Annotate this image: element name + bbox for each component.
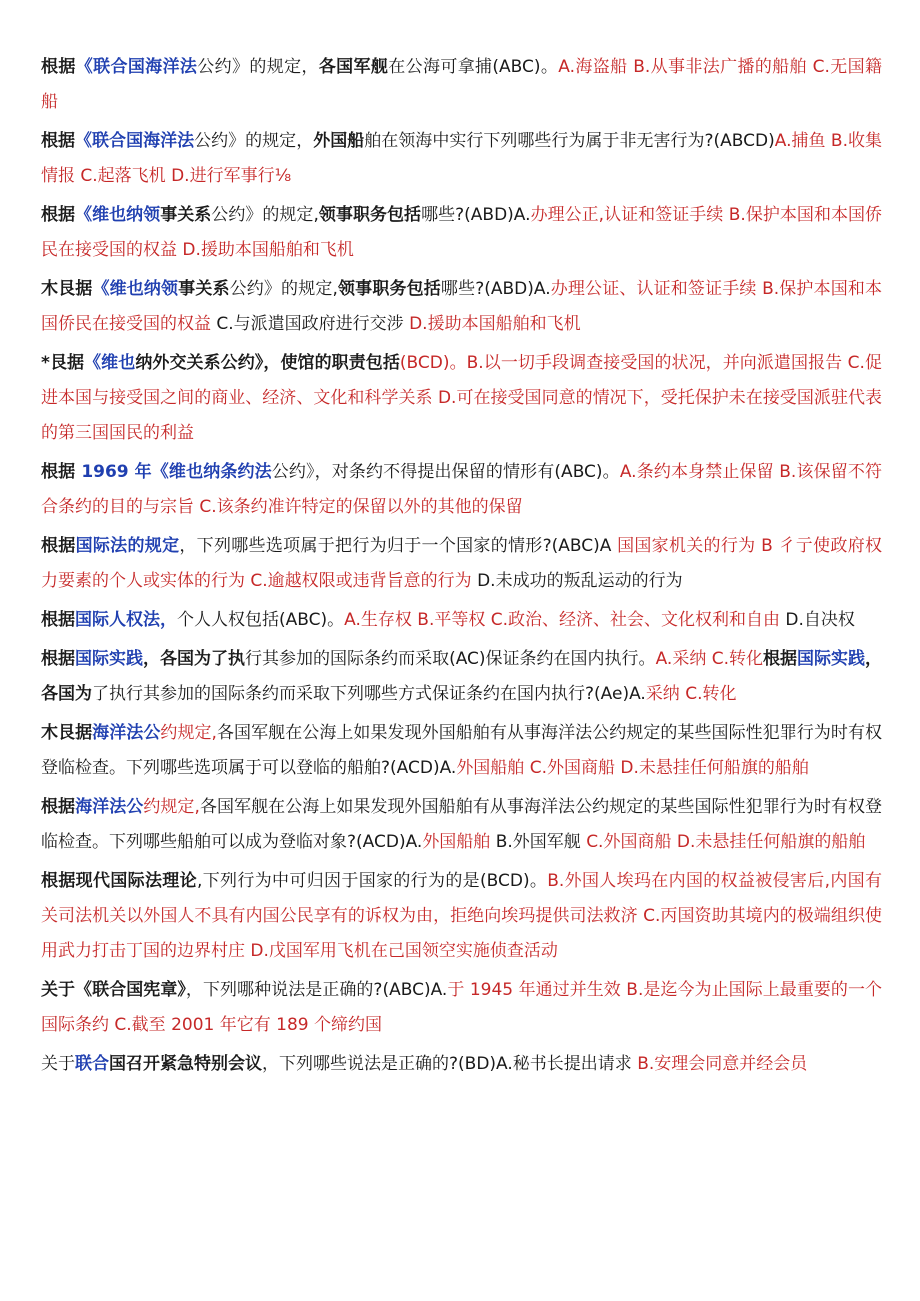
- question-text: 各国军舰在公海上如果发现外国船舶有从事海洋法公约规定的某些国际性犯罪行为时有权登临检查。下列哪些船舶可以成为登临对象?(ACD)A.: [41, 797, 883, 852]
- answer-text: (BCD)。B.以一切手段调查接受国的状况，并向派遣国报告 C.促进本国与接受国之间的商业、经济、文化和科学关系 D.可在接受国同意的情况下，受托保护未在接受国派驻代表的第三国国民的利益: [41, 353, 883, 443]
- answer-text: B.安理会同意并经会员: [637, 1054, 808, 1074]
- question-text: *艮据: [41, 353, 85, 373]
- topic-highlight: 《联合国海洋法: [75, 131, 195, 151]
- topic-highlight: 国际人权法，: [75, 610, 177, 630]
- question-text: 根据: [41, 649, 76, 669]
- answer-text: D.援助本国船舶和飞机: [409, 314, 581, 334]
- topic-highlight: 《维也纳领: [92, 279, 179, 299]
- question-text: ，下列哪些选项属于把行为归于一个国家的情形?(ABC)A: [179, 536, 618, 556]
- question-text: 了执行其参加的国际条约而采取下列哪些方式保证条约在国内执行?(Ae)A.: [92, 684, 646, 704]
- question-text: 行其参加的国际条约而采取(AC)保证条约在国内执行。: [245, 649, 656, 669]
- question-text: 根据: [41, 797, 76, 817]
- answer-text: C.外国商船 D.未悬挂任何船旗的船舶: [586, 832, 866, 852]
- question-text: 公约》的规定，: [197, 57, 319, 77]
- question-paragraph: [41, 603, 882, 638]
- question-text: 各国军舰在公海上如果发现外国船舶有从事海洋法公约规定的某些国际性犯罪行为时有权登临检查。下列哪些选项属于可以登临的船舶?(ACD)A.: [41, 723, 883, 778]
- answer-text: 采纳 C.转化: [645, 684, 737, 704]
- question-text: 根据: [41, 205, 76, 225]
- question-paragraph: [41, 642, 882, 712]
- question-text: ，各国为了执: [143, 649, 246, 669]
- answer-text: B.外国人埃玛在内国的权益被侵害后,内国有关司法机关以外国人不具有内国公民享有的诉权为由，拒绝向埃玛提供司法救济 C.丙国资助其境内的极端组织使用武力打击丁国的边界村庄 D.戊国军用飞机在己国领空实施侦查活动: [41, 871, 882, 961]
- answer-text: 外国船舶 C.外国商船 D.未悬挂任何船旗的船舶: [456, 758, 809, 778]
- answer-text: 办理公证、认证和签证手续 B.保护本国和本国侨民在接受国的权益: [41, 279, 883, 334]
- question-paragraph: [41, 864, 882, 969]
- answer-text: 国国家机关的行为 B 彳亍使政府权力要素的个人或实体的行为 C.逾越权限或违背旨意的行为: [41, 536, 882, 591]
- question-text: 领事职务包括: [318, 205, 422, 225]
- topic-highlight: 1969 年《维也纳条约法: [81, 462, 272, 482]
- question-text: 木艮据: [41, 723, 93, 743]
- question-paragraph: [41, 50, 882, 120]
- question-paragraph: [41, 198, 882, 268]
- topic-highlight: 《维也: [84, 353, 136, 373]
- question-text: 哪些?(ABD)A.: [440, 279, 551, 299]
- question-text: 纳外交关系公约》，使馆的职责包括: [135, 353, 400, 373]
- topic-highlight: 《维也纳领: [75, 205, 161, 225]
- answer-text: A.采纳 C.转化: [655, 649, 764, 669]
- question-paragraph: [41, 346, 882, 451]
- answer-text: A.条约本身禁止保留 B.该保留不符合条约的目的与宗旨 C.该条约准许特定的保留以外的其他的保留: [41, 462, 882, 517]
- answer-text: A.海盗船 B.从事非法广播的船舶 C.无国籍船: [41, 57, 883, 112]
- answer-text: A.捕鱼 B.收集情报 C.起落飞机 D.进行军事行⅛: [41, 131, 883, 186]
- topic-highlight: 海洋法公: [92, 723, 161, 743]
- question-text: 关于: [41, 1054, 75, 1074]
- question-text: D.未成功的叛乱运动的行为: [471, 571, 683, 591]
- question-text: ，下列哪些说法是正确的?(BD)A.秘书长提出请求: [262, 1054, 638, 1074]
- question-text: 公约》的规定,: [211, 205, 319, 225]
- question-paragraph: [41, 455, 882, 525]
- question-text: 根据: [41, 610, 75, 630]
- question-text: 根据: [763, 649, 798, 669]
- topic-highlight: 国际实践: [797, 649, 866, 669]
- question-text: 木艮据: [41, 279, 93, 299]
- question-text: 舶在领海中实行下列哪些行为属于非无害行为?(ABCD): [364, 131, 775, 151]
- question-text: 事关系: [178, 279, 230, 299]
- question-text: 领事职务包括: [337, 279, 441, 299]
- question-text: 在公海可拿捕(ABC)。: [388, 57, 559, 77]
- question-text: 国召开紧急特别会议: [109, 1054, 262, 1074]
- topic-highlight: 国际法的规定: [75, 536, 180, 556]
- question-paragraph: [41, 124, 882, 194]
- question-text: 关于《联合国宪章》: [41, 980, 186, 1000]
- topic-highlight: 《联合国海洋法: [75, 57, 198, 77]
- question-text: 事关系: [160, 205, 212, 225]
- question-paragraph: [41, 529, 882, 599]
- question-text: 公约》，对条约不得提出保留的情形有(ABC)。: [271, 462, 620, 482]
- question-paragraph: [41, 716, 882, 786]
- question-text: 各国军舰: [318, 57, 389, 77]
- question-paragraph: [41, 790, 882, 860]
- answer-text: 外国船舶: [422, 832, 491, 852]
- answer-text: 办理公正,认证和签证手续 B.保护本国和本国侨民在接受国的权益 D.援助本国船舶和飞机: [41, 205, 883, 260]
- question-text: 公约》的规定,: [229, 279, 338, 299]
- question-text: 哪些?(ABD)A.: [421, 205, 531, 225]
- answer-text: 约规定,: [143, 797, 200, 817]
- question-text: ，下列哪种说法是正确的?(ABC)A.: [185, 980, 448, 1000]
- question-text: ，各国为: [41, 649, 883, 704]
- question-text: B.外国军舰: [490, 832, 587, 852]
- topic-highlight: 海洋法公: [75, 797, 144, 817]
- question-text: 根据: [41, 536, 76, 556]
- question-text: 外国船: [313, 131, 365, 151]
- question-paragraph: [41, 272, 882, 342]
- question-text: 个人人权包括(ABC)。: [177, 610, 345, 630]
- topic-highlight: 联合: [75, 1054, 109, 1074]
- question-paragraph: [41, 973, 882, 1043]
- question-text: C.与派遣国政府进行交涉: [211, 314, 410, 334]
- question-text: 根据现代国际法理论: [41, 871, 197, 891]
- question-text: 公约》的规定，: [194, 131, 314, 151]
- question-text: 根据: [41, 131, 76, 151]
- question-text: D.自决权: [780, 610, 855, 630]
- question-text: 根据: [41, 462, 82, 482]
- topic-highlight: 国际实践: [75, 649, 144, 669]
- answer-text: A.生存权 B.平等权 C.政治、经济、社会、文化权利和自由: [344, 610, 781, 630]
- question-paragraph: [41, 1047, 882, 1082]
- answer-text: 约规定,: [160, 723, 217, 743]
- answer-text: 于 1945 年通过并生效 B.是迄今为止国际上最重要的一个国际条约 C.截至 2001 年它有 189 个缔约国: [41, 980, 882, 1035]
- question-text: 根据: [41, 57, 76, 77]
- question-text: ,下列行为中可归因于国家的行为的是(BCD)。: [196, 871, 548, 891]
